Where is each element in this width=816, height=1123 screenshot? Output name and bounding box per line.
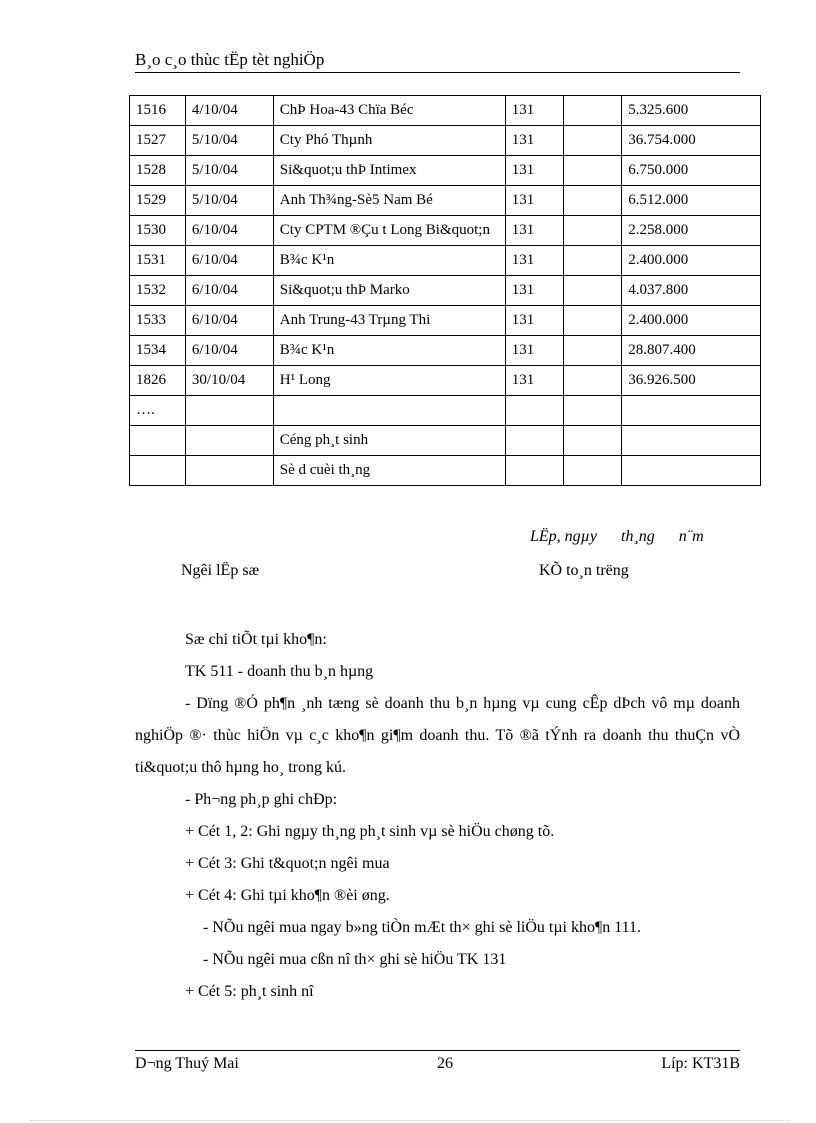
table-cell: 5.325.600 bbox=[622, 96, 761, 126]
table-cell: 1516 bbox=[130, 96, 186, 126]
table-cell: 131 bbox=[505, 306, 563, 336]
table-row bbox=[130, 126, 761, 156]
table-cell: 6.512.000 bbox=[622, 186, 761, 216]
table-row bbox=[130, 216, 761, 246]
table-cell bbox=[622, 396, 761, 426]
table-cell: Céng ph¸t sinh bbox=[273, 426, 505, 456]
table-cell: Si&quot;u thÞ Marko bbox=[273, 276, 505, 306]
table-cell: 6/10/04 bbox=[185, 306, 273, 336]
table-cell bbox=[273, 396, 505, 426]
ledger-table bbox=[129, 95, 761, 486]
signature-date: LËp, ngµy th¸ng n¨m bbox=[530, 528, 704, 545]
table-cell bbox=[505, 426, 563, 456]
table-cell: 131 bbox=[505, 156, 563, 186]
table-cell: 6.750.000 bbox=[622, 156, 761, 186]
table-cell: 4/10/04 bbox=[185, 96, 273, 126]
paragraph: + Cét 4: Ghi tµi kho¶n ®èi øng. bbox=[185, 887, 390, 904]
table-cell: 131 bbox=[505, 366, 563, 396]
table-cell: 131 bbox=[505, 276, 563, 306]
table-cell bbox=[185, 396, 273, 426]
table-cell: Anh Trung-43 Trµng Thi bbox=[273, 306, 505, 336]
table-cell bbox=[130, 426, 186, 456]
table-cell bbox=[130, 456, 186, 486]
table-cell: 1532 bbox=[130, 276, 186, 306]
ledger-body bbox=[130, 96, 761, 486]
table-cell: 1826 bbox=[130, 366, 186, 396]
table-cell: 1533 bbox=[130, 306, 186, 336]
table-cell: 131 bbox=[505, 96, 563, 126]
table-row bbox=[130, 366, 761, 396]
table-cell: 4.037.800 bbox=[622, 276, 761, 306]
paragraph: + Cét 5: ph¸t sinh nî bbox=[185, 983, 314, 1000]
table-cell: 6/10/04 bbox=[185, 336, 273, 366]
body-text bbox=[135, 624, 740, 1008]
table-cell: 6/10/04 bbox=[185, 246, 273, 276]
paragraph: - NÕu ngêi mua cßn nî th× ghi sè hiÖu TK 131 bbox=[203, 951, 507, 968]
table-cell bbox=[185, 456, 273, 486]
footer-class: Líp: KT31B bbox=[661, 1055, 740, 1072]
table-row bbox=[130, 456, 761, 486]
table-cell: Cty CPTM ®Çu t Long Bi&quot;n bbox=[273, 216, 505, 246]
table-cell: 2.400.000 bbox=[622, 306, 761, 336]
table-row bbox=[130, 246, 761, 276]
footer-author: D¬ng Thuý Mai bbox=[135, 1055, 239, 1072]
table-cell: 2.258.000 bbox=[622, 216, 761, 246]
table-cell: 5/10/04 bbox=[185, 126, 273, 156]
paragraph: - Dïng ®Ó ph¶n ¸nh tæng sè doanh thu b¸n hµng vµ cung cÊp dÞch vô mµ doanh nghiÖp ®· thùc hiÖn vµ c¸c kho¶n gi¶m doanh thu. Tõ ®ã tÝnh ra doanh thu thuÇn vÒ ti&quot;u thô hµng ho¸ trong kú. bbox=[135, 695, 740, 776]
table-cell: 131 bbox=[505, 126, 563, 156]
paragraph: - Ph¬ng ph¸p ghi chÐp: bbox=[185, 791, 338, 808]
table-cell bbox=[563, 246, 622, 276]
table-cell bbox=[563, 366, 622, 396]
table-cell: 1529 bbox=[130, 186, 186, 216]
table-cell: 2.400.000 bbox=[622, 246, 761, 276]
table-row bbox=[130, 276, 761, 306]
table-cell bbox=[563, 126, 622, 156]
table-cell: 1527 bbox=[130, 126, 186, 156]
signature-preparer: Ngêi lËp sæ bbox=[181, 562, 260, 579]
table-cell bbox=[563, 216, 622, 246]
table-cell: 28.807.400 bbox=[622, 336, 761, 366]
table-cell: 1528 bbox=[130, 156, 186, 186]
table-cell: 6/10/04 bbox=[185, 216, 273, 246]
table-cell: 131 bbox=[505, 186, 563, 216]
table-cell: 131 bbox=[505, 246, 563, 276]
table-row bbox=[130, 306, 761, 336]
table-cell bbox=[622, 426, 761, 456]
table-cell: Si&quot;u thÞ Intimex bbox=[273, 156, 505, 186]
page-number: 26 bbox=[437, 1055, 453, 1072]
table-cell: 131 bbox=[505, 336, 563, 366]
table-cell bbox=[622, 456, 761, 486]
table-cell bbox=[185, 426, 273, 456]
table-cell: 1531 bbox=[130, 246, 186, 276]
table-cell bbox=[505, 396, 563, 426]
table-cell: 36.754.000 bbox=[622, 126, 761, 156]
paragraph: TK 511 - doanh thu b¸n hµng bbox=[185, 663, 374, 680]
header-title: B¸o c¸o thùc tËp tèt nghiÖp bbox=[135, 50, 325, 69]
table-cell: Anh Th¾ng-Sè5 Nam Bé bbox=[273, 186, 505, 216]
table-row bbox=[130, 186, 761, 216]
table-cell: …. bbox=[130, 396, 186, 426]
table-cell: Cty Phó Thµnh bbox=[273, 126, 505, 156]
paragraph: + Cét 3: Ghi t&quot;n ngêi mua bbox=[185, 855, 390, 872]
table-cell: 5/10/04 bbox=[185, 186, 273, 216]
paragraph: Sæ chi tiÕt tµi kho¶n: bbox=[185, 631, 327, 648]
table-cell bbox=[563, 426, 622, 456]
page-header bbox=[135, 50, 740, 73]
table-cell: 30/10/04 bbox=[185, 366, 273, 396]
page-bottom-divider bbox=[30, 1120, 790, 1121]
table-cell bbox=[505, 456, 563, 486]
paragraph: - NÕu ngêi mua ngay b»ng tiÒn mÆt th× ghi sè liÖu tµi kho¶n 111. bbox=[203, 919, 642, 936]
table-cell: B¾c K¹n bbox=[273, 246, 505, 276]
table-cell bbox=[563, 96, 622, 126]
table-cell bbox=[563, 156, 622, 186]
table-cell: 5/10/04 bbox=[185, 156, 273, 186]
table-cell: H¹ Long bbox=[273, 366, 505, 396]
table-cell: Sè d cuèi th¸ng bbox=[273, 456, 505, 486]
table-cell: 6/10/04 bbox=[185, 276, 273, 306]
table-cell: B¾c K¹n bbox=[273, 336, 505, 366]
paragraph: + Cét 1, 2: Ghi ngµy th¸ng ph¸t sinh vµ sè hiÖu chøng tõ. bbox=[185, 823, 555, 840]
table-cell: 36.926.500 bbox=[622, 366, 761, 396]
table-cell bbox=[563, 306, 622, 336]
table-row bbox=[130, 96, 761, 126]
page-footer bbox=[135, 1050, 740, 1072]
table-row bbox=[130, 396, 761, 426]
table-cell bbox=[563, 186, 622, 216]
table-cell: ChÞ Hoa-43 Chïa Béc bbox=[273, 96, 505, 126]
table-cell: 1534 bbox=[130, 336, 186, 366]
table-row bbox=[130, 156, 761, 186]
table-cell: 1530 bbox=[130, 216, 186, 246]
table-row bbox=[130, 426, 761, 456]
table-cell bbox=[563, 456, 622, 486]
table-cell bbox=[563, 396, 622, 426]
table-row bbox=[130, 336, 761, 366]
table-cell bbox=[563, 276, 622, 306]
signature-chief-accountant: KÕ to¸n trëng bbox=[539, 562, 629, 579]
table-cell bbox=[563, 336, 622, 366]
table-cell: 131 bbox=[505, 216, 563, 246]
